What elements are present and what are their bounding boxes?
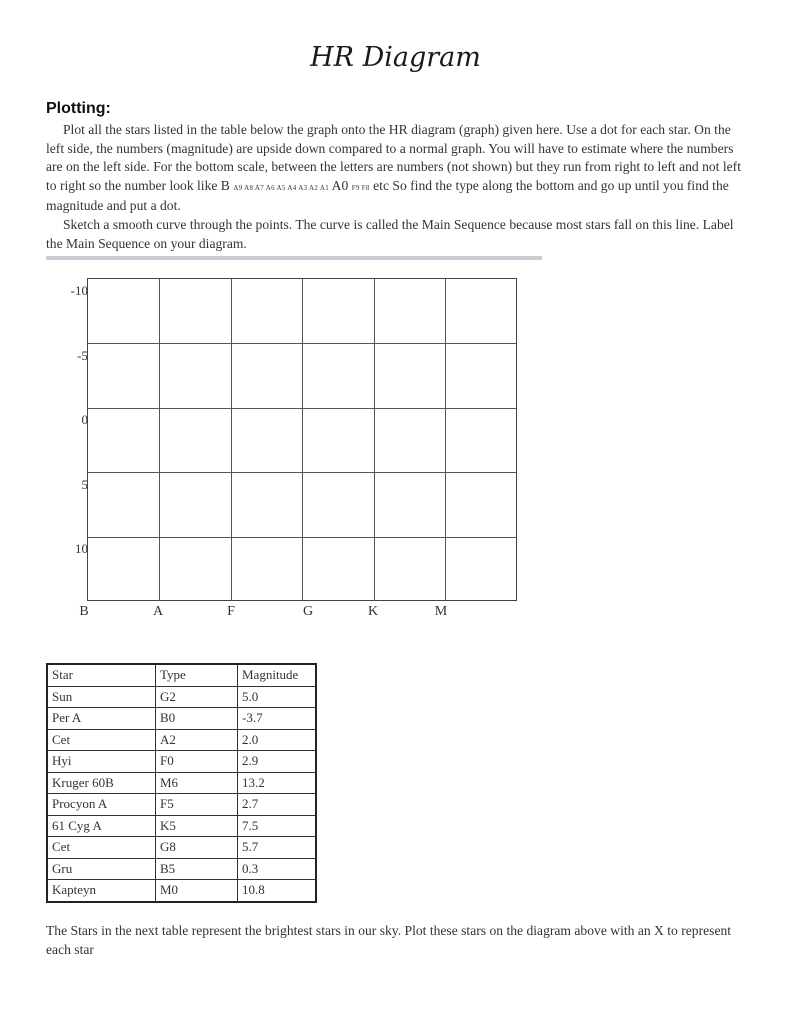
x-label: M	[434, 604, 448, 619]
cell-type: M0	[156, 880, 238, 902]
y-tick-label: 0	[81, 412, 88, 427]
x-label: K	[367, 604, 379, 619]
cell-star: Sun	[47, 686, 156, 708]
cell-star: Gru	[47, 858, 156, 880]
cell-star: Cet	[47, 837, 156, 859]
cell-magnitude: 0.3	[238, 858, 317, 880]
y-tick-label: -10	[70, 283, 88, 298]
cell-magnitude: 2.9	[238, 751, 317, 773]
table-row	[47, 751, 316, 773]
cell-magnitude: -3.7	[238, 708, 317, 730]
cell-star: Kapteyn	[47, 880, 156, 902]
table-header-row	[47, 664, 316, 686]
cell-star: Per A	[47, 708, 156, 730]
cell-star: Kruger 60B	[47, 772, 156, 794]
table-row	[47, 772, 316, 794]
cell-type: B5	[156, 858, 238, 880]
x-label: B	[79, 604, 89, 619]
cell-star: 61 Cyg A	[47, 815, 156, 837]
y-tick-label: -5	[77, 348, 88, 363]
cell-type: F0	[156, 751, 238, 773]
table-row	[47, 880, 316, 902]
cell-star: Hyi	[47, 751, 156, 773]
cell-magnitude: 13.2	[238, 772, 317, 794]
cell-type: B0	[156, 708, 238, 730]
star-table	[46, 663, 317, 903]
header-magnitude: Magnitude	[238, 664, 317, 686]
cell-type: G2	[156, 686, 238, 708]
cell-type: K5	[156, 815, 238, 837]
cell-magnitude: 7.5	[238, 815, 317, 837]
y-tick-label: 5	[81, 477, 88, 492]
cell-star: Cet	[47, 729, 156, 751]
hr-graph-grid[interactable]	[87, 278, 517, 601]
header-type: Type	[156, 664, 238, 686]
cell-magnitude: 2.0	[238, 729, 317, 751]
table-row	[47, 686, 316, 708]
x-label: G	[302, 604, 314, 619]
instructions-paragraph-2: Sketch a smooth curve through the points. The curve is called the Main Sequence because most stars fall on this line. Label the Main Sequence on your diagram.	[46, 217, 734, 251]
header-star: Star	[47, 664, 156, 686]
cell-magnitude: 2.7	[238, 794, 317, 816]
cell-magnitude: 5.7	[238, 837, 317, 859]
table-row	[47, 794, 316, 816]
page-title: HR Diagram	[310, 42, 481, 73]
cell-type: G8	[156, 837, 238, 859]
x-label: F	[227, 604, 235, 619]
cell-type: A2	[156, 729, 238, 751]
cell-magnitude: 10.8	[238, 880, 317, 902]
divider	[46, 256, 542, 260]
cell-type: F5	[156, 794, 238, 816]
table-row	[47, 729, 316, 751]
cell-star: Procyon A	[47, 794, 156, 816]
cell-magnitude: 5.0	[238, 686, 317, 708]
table-row	[47, 815, 316, 837]
cell-type: M6	[156, 772, 238, 794]
instructions-paragraph-1: Plot all the stars listed in the table below the graph onto the HR diagram (graph) given here. Use a dot for each star. On the left side, the numbers (magnitude) are upside down compared to a normal graph. You will have to estimate where the numbers are on the left side. For the bottom scale, between the letters are numbers (not shown) but they run from right to left and not left to right so the number look like B A9 A8 A7 A6 A5 A4 A3 A2 A1 A0 F9 F8 etc So find the type along the bottom and go up until you find the magnitude and put a dot.	[46, 122, 741, 213]
table-row	[47, 858, 316, 880]
plotting-heading: Plotting:	[46, 100, 111, 117]
footer-paragraph: The Stars in the next table represent the brightest stars in our sky. Plot these stars on the diagram above with an X to represent each star	[46, 923, 732, 957]
y-tick-label: 10	[75, 541, 88, 556]
table-row	[47, 708, 316, 730]
table-row	[47, 837, 316, 859]
x-label: A	[152, 604, 164, 619]
